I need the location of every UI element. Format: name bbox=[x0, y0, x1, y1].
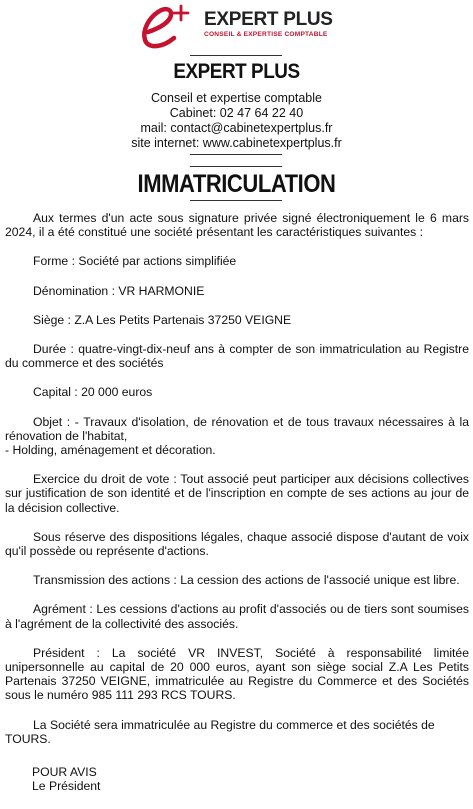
divider bbox=[190, 166, 282, 167]
immatriculation-paragraph: La Société sera immatriculée au Registre du commerce et des sociétés de TOURS. bbox=[5, 717, 435, 746]
company-name: EXPERT PLUS bbox=[173, 60, 300, 83]
signatory: Le Président bbox=[32, 779, 101, 794]
objet-paragraph bbox=[5, 415, 469, 458]
company-subtitle: Conseil et expertise comptable bbox=[151, 91, 322, 105]
siege-paragraph: Siège : Z.A Les Petits Partenais 37250 VEIGNE bbox=[33, 312, 292, 327]
forme-paragraph: Forme : Société par actions simplifiée bbox=[33, 254, 237, 269]
signature-block bbox=[32, 765, 100, 794]
capital-paragraph: Capital : 20 000 euros bbox=[33, 385, 153, 400]
divider bbox=[190, 55, 282, 56]
vote-paragraph: Exercice du droit de vote : Tout associé peut participer aux décisions collectives sur justification de son identité et de l'inscription en compte de ses actions au jour de la décision collective. bbox=[5, 472, 469, 515]
pour-avis: POUR AVIS bbox=[32, 765, 97, 779]
transmission-paragraph: Transmission des actions : La cession des actions de l'associé unique est libre. bbox=[33, 573, 460, 588]
objet-line-2: - Holding, aménagement et décoration. bbox=[5, 443, 216, 458]
logo bbox=[0, 0, 473, 52]
intro-paragraph: Aux termes d'un acte sous signature privée signé électroniquement le 6 mars 2024, il a été constitué une société présentant les caractéristiques suivantes : bbox=[5, 211, 469, 240]
objet-line-1: Objet : - Travaux d'isolation, de rénovation et de tous travaux nécessaires à la rénovation de l'habitat, bbox=[5, 414, 469, 443]
notice-title: IMMATRICULATION bbox=[137, 170, 336, 198]
duree-paragraph: Durée : quatre-vingt-dix-neuf ans à compter de son immatriculation au Registre du commerce et des sociétés bbox=[5, 342, 469, 371]
divider bbox=[190, 154, 282, 155]
voix-paragraph: Sous réserve des dispositions légales, chaque associé dispose d'autant de voix qu'il possède ou représente d'actions. bbox=[5, 529, 469, 559]
notice-body bbox=[5, 211, 469, 761]
agrement-paragraph: Agrément : Les cessions d'actions au profit d'associés ou de tiers sont soumises à l'agrément de la collectivité des associés. bbox=[5, 602, 469, 631]
company-website: site internet: www.cabinetexpertplus.fr bbox=[131, 136, 342, 150]
logo-name: EXPERT PLUS bbox=[204, 9, 333, 30]
president-paragraph: Président : La société VR INVEST, Société à responsabilité limitée unipersonnelle au capital de 20 000 euros, ayant son siège social Z.A Les Petits Partenais 37250 VEIGNE, immatriculée au Registre du Commerce et des Sociétés sous le numéro 985 111 293 RCS TOURS. bbox=[5, 645, 469, 703]
divider bbox=[190, 200, 282, 201]
logo-tagline: CONSEIL & EXPERTISE COMPTABLE bbox=[204, 31, 328, 38]
logo-e-plus-mark bbox=[138, 2, 200, 50]
company-phone: Cabinet: 02 47 64 22 40 bbox=[169, 106, 304, 120]
denomination-paragraph: Dénomination : VR HARMONIE bbox=[33, 283, 205, 298]
company-email: mail: contact@cabinetexpertplus.fr bbox=[140, 121, 333, 135]
